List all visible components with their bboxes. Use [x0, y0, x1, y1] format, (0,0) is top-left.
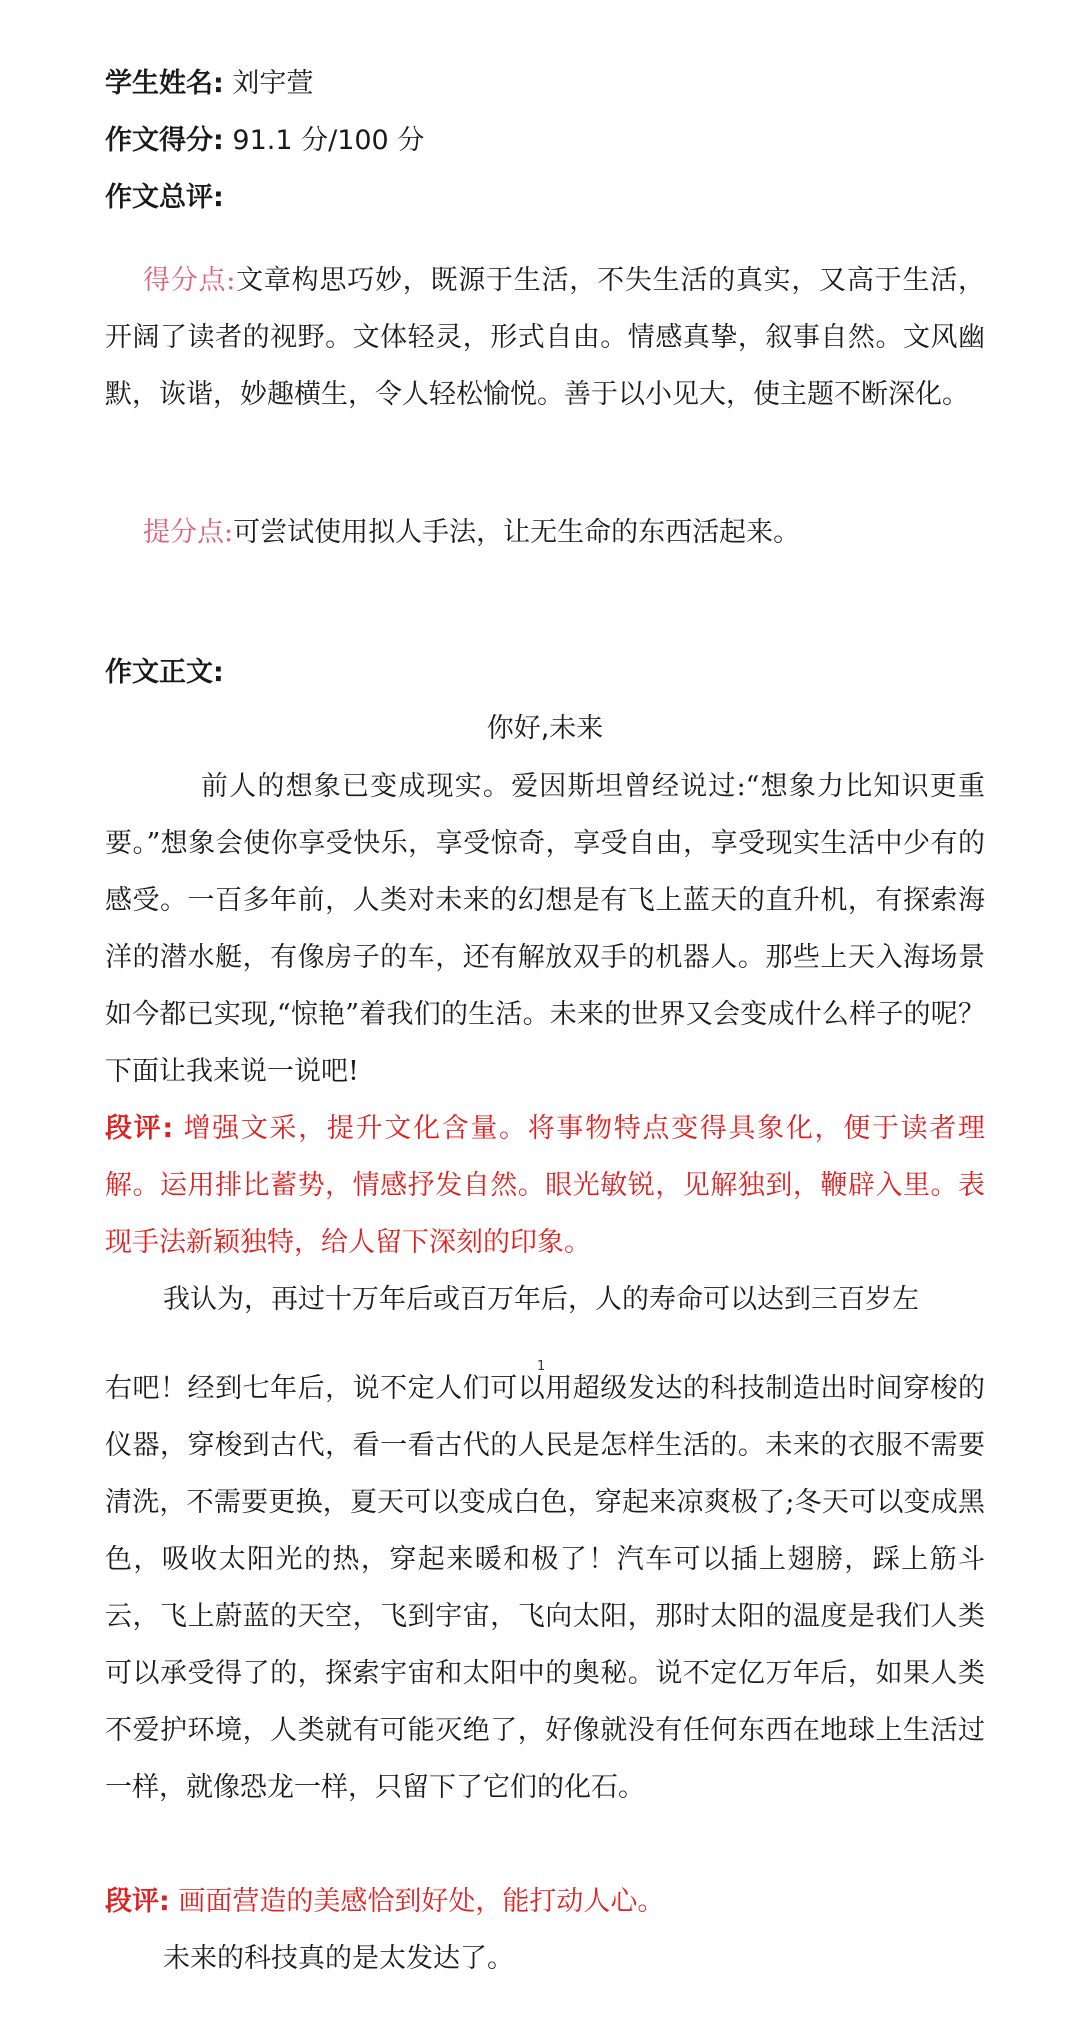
- overall-review-label: 作文总评:: [105, 182, 224, 213]
- essay-paragraph-1: 前人的想象已变成现实。爱因斯坦曾经说过:“想象力比知识更重要。”想象会使你享受快乐，享受惊奇，享受自由，享受现实生活中少有的感受。一百多年前，人类对未来的幻想是有飞上蓝天的直升机，有探索海洋的潜水艇，有像房子的车，还有解放双手的机器人。那些上天入海场景如今都已实现,“惊艳”着我们的生活。未来的世界又会变成什么样子的呢？下面让我来说一说吧!: [105, 771, 985, 1087]
- student-name-line: [105, 64, 313, 104]
- student-name-value: 刘宇萱: [232, 68, 314, 99]
- paragraph-comment-1-label: 段评:: [105, 1113, 174, 1144]
- improvement-text: 可尝试使用拟人手法，让无生命的东西活起来。: [233, 517, 801, 548]
- student-name-label: 学生姓名:: [105, 68, 224, 99]
- paragraph-comment-2-text: 画面营造的美感恰到好处，能打动人心。: [178, 1886, 665, 1917]
- essay-title: 你好,未来: [486, 713, 604, 744]
- strengths-text: 文章构思巧妙，既源于生活，不失生活的真实，又高于生活，开阔了读者的视野。文体轻灵，形式自由。情感真挚，叙事自然。文风幽默，诙谐，妙趣横生，令人轻松愉悦。善于以小见大，使主题不断深化。: [105, 265, 985, 410]
- paragraph-comment-1-text: 增强文采，提升文化含量。将事物特点变得具象化，便于读者理解。运用排比蓄势，情感抒发自然。眼光敏锐，见解独到，鞭辟入里。表现手法新颖独特，给人留下深刻的印象。: [105, 1113, 985, 1258]
- improvement-label: 提分点:: [143, 517, 234, 548]
- improvement-paragraph: [105, 504, 985, 561]
- essay-body-line: [105, 653, 224, 693]
- overall-review-line: [105, 178, 224, 218]
- strengths-paragraph: [105, 252, 985, 423]
- essay-body-label: 作文正文:: [105, 657, 224, 688]
- strengths-label: 得分点:: [143, 265, 236, 296]
- paragraph-comment-2-label: 段评:: [105, 1886, 170, 1917]
- essay-score-line: [105, 121, 424, 161]
- essay-score-label: 作文得分:: [105, 125, 224, 156]
- paragraph-comment-1: [105, 1100, 985, 1271]
- essay-paragraph-3: 未来的科技真的是太发达了。: [163, 1943, 514, 1974]
- essay-score-value: 91.1 分/100 分: [232, 125, 425, 156]
- essay-paragraph-2-continued: 右吧！经到七年后，说不定人们可以用超级发达的科技制造出时间穿梭的仪器，穿梭到古代，看一看古代的人民是怎样生活的。未来的衣服不需要清洗，不需要更换，夏天可以变成白色，穿起来凉爽极了;冬天可以变成黑色，吸收太阳光的热，穿起来暖和极了！汽车可以插上翅膀，踩上筋斗云，飞上蔚蓝的天空，飞到宇宙，飞向太阳，那时太阳的温度是我们人类可以承受得了的，探索宇宙和太阳中的奥秘。说不定亿万年后，如果人类不爱护环境，人类就有可能灭绝了，好像就没有任何东西在地球上生活过一样，就像恐龙一样，只留下了它们的化石。: [105, 1373, 985, 1803]
- essay-paragraph-2-first-line: 我认为，再过十万年后或百万年后，人的寿命可以达到三百岁左: [163, 1284, 919, 1315]
- page-number: 1: [537, 1359, 546, 1374]
- paragraph-comment-2: [105, 1873, 985, 1930]
